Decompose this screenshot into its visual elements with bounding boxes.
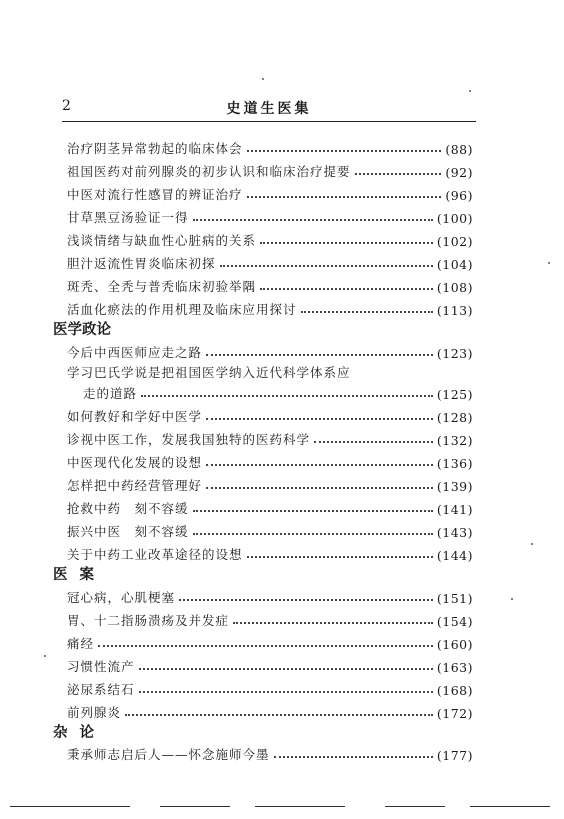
dot-leader (98, 645, 433, 647)
scan-speck (511, 598, 513, 600)
toc-entry-title: 如何教好和学好中医学 (67, 409, 203, 424)
toc-entry[interactable] (67, 632, 473, 652)
dot-leader (206, 418, 433, 420)
toc-entry[interactable] (83, 382, 473, 402)
toc-entry-page: ( 160 ) (437, 637, 473, 652)
dot-leader (233, 622, 433, 624)
toc-entry-page: ( 88 ) (445, 142, 473, 157)
scan-edge-line (255, 806, 345, 807)
toc-entry-title: 泌尿系结石 (67, 682, 135, 697)
toc-entry-page: ( 172 ) (437, 706, 473, 721)
toc-entry[interactable] (67, 474, 473, 494)
toc-entry-page: ( 96 ) (445, 188, 473, 203)
toc-entry-title: 诊视中医工作，发展我国独特的医药科学 (67, 432, 311, 447)
toc-entry-title: 抢救中药 刻不容缓 (67, 501, 189, 516)
toc-entry[interactable] (67, 655, 473, 675)
scan-speck (548, 262, 550, 264)
toc-entry-page: ( 92 ) (445, 165, 473, 180)
scan-speck (44, 655, 46, 657)
toc-entry-page: ( 141 ) (437, 502, 473, 517)
toc-entry-title: 胆汁返流性胃炎临床初探 (67, 256, 216, 271)
dot-leader (314, 441, 433, 443)
toc-entry[interactable] (67, 341, 473, 361)
toc-entry-title: 活血化瘀法的作用机理及临床应用探讨 (67, 302, 297, 317)
scan-edge-line (470, 806, 550, 807)
dot-leader (206, 464, 433, 466)
toc-entry-title: 振兴中医 刻不容缓 (67, 524, 189, 539)
toc-entry-page: ( 154 ) (437, 614, 473, 629)
toc-entry[interactable] (67, 586, 473, 606)
dot-leader (193, 510, 433, 512)
toc-entry-title: 前列腺炎 (67, 705, 122, 720)
toc-entry-page: ( 136 ) (437, 456, 473, 471)
section-title-cases: 医案 (53, 567, 106, 583)
toc-entry-page: ( 139 ) (437, 479, 473, 494)
toc-entry[interactable] (67, 160, 473, 180)
toc-entry-title: 关于中药工业改革途径的设想 (67, 547, 243, 562)
toc-entry[interactable] (67, 428, 473, 448)
toc-entry-title: 走的道路 (83, 386, 138, 401)
toc-entry[interactable] (67, 405, 473, 425)
toc-entry-page: ( 113 ) (437, 303, 473, 318)
dot-leader (141, 395, 433, 397)
dot-leader (179, 599, 433, 601)
section-title-misc: 杂论 (53, 725, 106, 741)
toc-entry[interactable] (67, 229, 473, 249)
toc-entry-title: 怎样把中药经营管理好 (67, 478, 203, 493)
dot-leader (247, 556, 433, 558)
dot-leader (193, 219, 433, 221)
scan-edge-line (385, 806, 445, 807)
toc-entry-title: 痛经 (67, 636, 95, 651)
dot-leader (260, 288, 433, 290)
toc-entry-page: ( 104 ) (437, 257, 473, 272)
toc-entry-page: ( 151 ) (437, 591, 473, 606)
toc-entry-title: 习惯性流产 (67, 659, 135, 674)
toc-entry-title: 今后中西医师应走之路 (67, 345, 203, 360)
dot-leader (301, 311, 433, 313)
toc-entry-page: ( 128 ) (437, 410, 473, 425)
toc-entry-title: 秉承师志启后人——怀念施师今墨 (67, 747, 270, 762)
toc-entry[interactable] (67, 275, 473, 295)
book-title: 史道生医集 (226, 101, 312, 117)
toc-entry[interactable] (67, 206, 473, 226)
dot-leader (206, 354, 433, 356)
dot-leader (193, 533, 433, 535)
toc-entry[interactable] (67, 298, 473, 318)
toc-entry-page: ( 123 ) (437, 346, 473, 361)
toc-entry[interactable] (67, 743, 473, 763)
scan-edge-line (10, 806, 130, 807)
toc-entry[interactable] (67, 252, 473, 272)
toc-entry[interactable] (67, 678, 473, 698)
dot-leader (274, 756, 433, 758)
toc-entry[interactable] (67, 497, 473, 517)
toc-entry-page: ( 144 ) (437, 548, 473, 563)
toc-entry-title: 中医对流行性感冒的辨证治疗 (67, 187, 243, 202)
scan-speck (469, 90, 471, 92)
toc-entry-page: ( 100 ) (437, 211, 473, 226)
toc-entry-title: 甘草黑豆汤验证一得 (67, 210, 189, 225)
toc-entry-page: ( 143 ) (437, 525, 473, 540)
page-number: 2 (62, 98, 71, 114)
dot-leader (125, 714, 433, 716)
toc-entry[interactable] (67, 609, 473, 629)
toc-entry[interactable] (67, 183, 473, 203)
toc-entry[interactable] (67, 137, 473, 157)
dot-leader (247, 150, 442, 152)
toc-entry-title: 治疗阴茎异常勃起的临床体会 (67, 141, 243, 156)
toc-entry-page: ( 102 ) (437, 234, 473, 249)
toc-entry-page: ( 108 ) (437, 280, 473, 295)
toc-entry-title-line1[interactable]: 学习巴氏学说是把祖国医学纳入近代科学体系应 (67, 365, 351, 380)
scan-speck (262, 78, 264, 80)
toc-entry[interactable] (67, 520, 473, 540)
dot-leader (260, 242, 433, 244)
toc-entry-title: 祖国医药对前列腺炎的初步认识和临床治疗提要 (67, 164, 351, 179)
toc-entry-title: 胃、十二指肠溃疡及并发症 (67, 613, 230, 628)
page-header (62, 98, 476, 120)
toc-entry-title: 冠心病，心肌梗塞 (67, 590, 176, 605)
dot-leader (139, 668, 433, 670)
header-rule (62, 121, 476, 122)
toc-entry-page: ( 132 ) (437, 433, 473, 448)
toc-entry[interactable] (67, 543, 473, 563)
toc-entry-title: 斑秃、全秃与普秃临床初验举隅 (67, 279, 257, 294)
dot-leader (355, 173, 442, 175)
dot-leader (206, 487, 433, 489)
scan-edge-line (160, 806, 230, 807)
toc-entry-page: ( 177 ) (437, 748, 473, 763)
toc-entry[interactable] (67, 701, 473, 721)
scan-speck (531, 543, 533, 545)
toc-entry-page: ( 168 ) (437, 683, 473, 698)
section-title-policy: 医学政论 (53, 322, 111, 338)
toc-entry-page: ( 163 ) (437, 660, 473, 675)
dot-leader (220, 265, 433, 267)
toc-entry-title: 中医现代化发展的设想 (67, 455, 203, 470)
toc-entry-page: ( 125 ) (437, 387, 473, 402)
toc-entry-title: 浅谈情绪与缺血性心脏病的关系 (67, 233, 257, 248)
dot-leader (247, 196, 442, 198)
toc-entry[interactable] (67, 451, 473, 471)
dot-leader (139, 691, 433, 693)
